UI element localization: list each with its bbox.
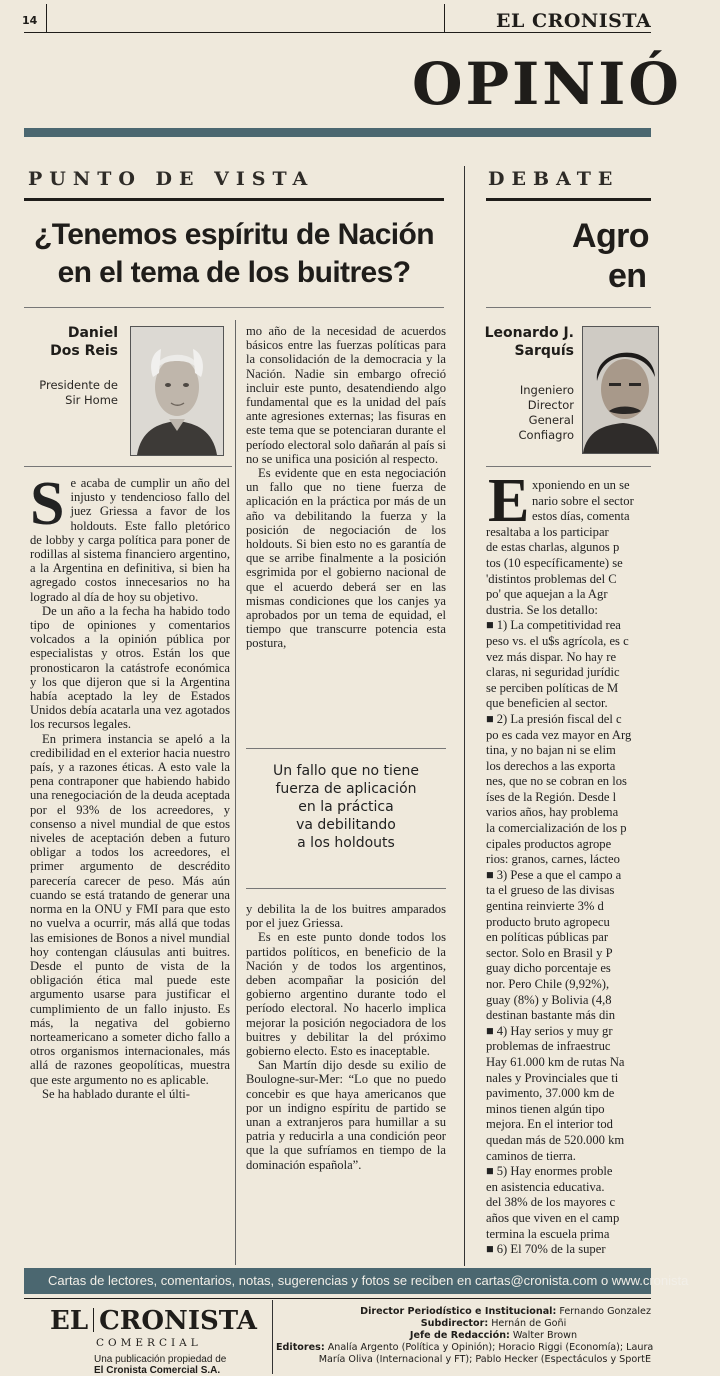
article-column-2-top [246, 324, 446, 651]
body-line: ■ 5) Hay enormes proble [486, 1164, 613, 1179]
body-line: ■ 2) La presión fiscal del c [486, 711, 622, 726]
body-line: guay (8%) y Bolivia (4,8 [486, 992, 612, 1007]
body-line: ta el grueso de las divisas [486, 883, 615, 898]
body-line: en asistencia educativa. [486, 1179, 605, 1194]
body-line: íses de la Región. Desde l [486, 789, 617, 804]
cronista-logo-subtitle: COMERCIAL [96, 1337, 202, 1349]
body-line: que beneficien al sector. [486, 696, 608, 711]
staff-line: María Oliva (Internacional y FT); Pablo Hecker (Espectáculos y SportE [318, 1354, 651, 1365]
body-line: resaltaba a los participar [486, 524, 609, 539]
body-line: minos tienen algún tipo [486, 1101, 605, 1116]
body-line: la comercialización de los p [486, 821, 627, 836]
article-column-2-bottom [246, 902, 446, 1172]
body-paragraph: mo año de la necesidad de acuerdos básicos entre las fuerzas políticas para la consolidación de la democracia y la Nación. Nadie sin embargo ofreció incluir este punto, desatendiendo algo fundamental que es la unidad del país ante agresiones externas; las fisuras en este tema que se potenciaran durante el período electoral solo dañarán al país si no se unifica una posición al respecto. [246, 324, 446, 466]
author-photo [130, 326, 224, 456]
body-line: guay dicho porcentaje es [486, 961, 611, 976]
body-line: del 38% de los mayores c [486, 1195, 616, 1210]
body-line: ■ 6) El 70% de la super [486, 1242, 606, 1257]
body-line: se perciben políticas de M [486, 680, 619, 695]
body-line: 'distintos problemas del C [486, 571, 617, 586]
kicker-rule [486, 198, 651, 201]
body-line: sector. Solo en Brasil y P [486, 945, 613, 960]
author-photo [582, 326, 659, 454]
body-line: problemas de infraestruc [486, 1039, 611, 1054]
body-line: po' que aquejan a la Agr [486, 587, 608, 602]
headline-line: en el tema de los buitres? [57, 256, 411, 289]
body-line: dustria. Se los detallo: [486, 602, 598, 617]
body-line: rios: granos, carnes, lácteo [486, 852, 620, 867]
staff-box [276, 1306, 654, 1366]
body-line: varios años, hay problema [486, 805, 619, 820]
body-paragraph: y debilita la de los buitres amparados por el juez Griessa. [246, 902, 446, 931]
body-line: quedan más de 520.000 km [486, 1132, 625, 1147]
byline-rule [24, 466, 232, 467]
column-divider [235, 320, 236, 1265]
body-line: claras, ni seguridad jurídic [486, 665, 620, 680]
owner-note: Una publicación propiedad de El Cronista Comercial S.A. [94, 1354, 227, 1376]
body-line: tos (10 específicamente) se [486, 555, 623, 570]
body-line: tina, y no bajan ni se elim [486, 743, 616, 758]
body-line: ■ 3) Pese a que el campo a [486, 867, 622, 882]
body-line: los derechos a las exporta [486, 758, 616, 773]
drop-cap: S [30, 470, 65, 538]
body-paragraph: Se acaba de cumplir un año del injusto y tendencioso fallo del juez Griessa a favor de los holdouts. Este fallo pletórico de lobby y carga política para poner de rodillas al sistema financiero argentino, a la Argentina en definitiva, si bien ha agregado costos innecesarios no ha logrado al día de hoy su objetivo. [30, 470, 230, 604]
body-line: nes, que no se cobran en los [486, 774, 627, 789]
body-line: xponiendo en un se [532, 478, 630, 492]
body-line: gentina reinvierte 3% d [486, 899, 604, 914]
pullquote-rule [246, 888, 446, 889]
headline-right: Agro en [572, 217, 649, 295]
body-line: peso vs. el u$s agrícola, es c [486, 633, 629, 648]
body-line: pavimento, 37.000 km de [486, 1086, 615, 1101]
page-column-divider [464, 166, 465, 1266]
header-divider [444, 4, 445, 32]
author-role: Presidente de Sir Home [39, 378, 118, 407]
staff-line: Subdirector: Hernán de Goñi [420, 1318, 567, 1329]
body-paragraph: Es evidente que en esta negociación un fallo que no tiene fuerza de aplicación en la práctica por más de un año va debilitando la fuerza y la posición de negociación de los holdouts. Si bien esto no es garantía de que se arribe finalmente a la posición esgrimida por el gobierno nacional de que el acuerdo deberá ser en las mismas condiciones que los canjes ya aprobados por un tema de equidad, el tiempo que transcurre potencia esta postura, [246, 466, 446, 651]
staff-line: Jefe de Redacción: Walter Brown [409, 1330, 578, 1341]
footer-divider [272, 1300, 273, 1374]
header-rule [24, 32, 651, 33]
headline [24, 216, 444, 292]
body-line: caminos de tierra. [486, 1148, 576, 1163]
contact-line: Cartas de lectores, comentarios, notas, sugerencias y fotos se reciben en cartas@cronista.com o www.cronista [48, 1273, 689, 1288]
body-line: cipales productos agrope [486, 836, 612, 851]
section-band [24, 128, 651, 137]
body-line: Hay 61.000 km de rutas Na [486, 1054, 625, 1069]
body-line: producto bruto agropecu [486, 914, 610, 929]
headline-line: ¿Tenemos espíritu de Nación [34, 218, 434, 251]
article-column-1 [30, 470, 230, 1101]
body-paragraph: En primera instancia se apeló a la credibilidad en el exterior hacia nuestro país, y a razones éticas. A esto vale la pena contraponer que habiendo habido una renegociación de la deuda aceptada por el 93% de los acreedores, y consenso a nivel mundial de que estos niveles de aceptación deben a futuro obligar a todos los acreedores, el primer argumento de descrédito parecería carecer de peso. Más aún cuando se está tratando de generar una norma en la ONU y FMI para que esto no vuelva a ocurrir, más allá que todas las emisiones de Bonos a nivel mundial hoy contengan cláusulas anti buitres. Desde el punto de vista de la obligación ética mal puede este argumento usarse para justificar el cumplimiento de un fallo injusto. Es más, la negativa del gobierno norteamericano a someter dicho fallo a otros organismos internacionales, más allá de razones geopolíticas, muestra que este argumento no es aplicable. [30, 731, 230, 1087]
body-line: mejora. En el interior tod [486, 1117, 613, 1132]
body-line: po es cada vez mayor en Arg [486, 727, 632, 742]
body-paragraph: San Martín dijo desde su exilio de Boulogne-sur-Mer: “Lo que no puedo concebir es que haya americanos que por un indigno espíritu de partido se unan a extranjeros para humillar a su patria y reducirla a una condición peor que la que sufríamos en tiempo de la dominación española”. [246, 1058, 446, 1172]
page-number: 14 [22, 14, 38, 27]
kicker-punto-de-vista: PUNTO DE VISTA [28, 168, 315, 190]
kicker-debate: DEBATE [488, 168, 620, 190]
body-line: estos días, comenta [532, 509, 630, 524]
drop-cap: E [488, 467, 530, 535]
body-line: de estas charlas, algunos p [486, 540, 620, 555]
article-column-right [486, 467, 651, 1258]
kicker-rule [24, 198, 444, 201]
author-name: Leonardo J. Sarquís [484, 325, 574, 359]
cronista-logo: EL CRONISTA [50, 1306, 257, 1336]
body-line: en políticas públicas par [486, 930, 609, 945]
body-line: termina la escuela prima [486, 1226, 610, 1241]
body-line: años que viven en el camp [486, 1210, 620, 1225]
author-name: Daniel Dos Reis [50, 325, 118, 359]
pull-quote: Un fallo que no tiene fuerza de aplicación en la práctica va debilitando a los holdouts [272, 763, 420, 851]
section-title: OPINIÓ [412, 50, 682, 118]
body-paragraph: Se ha hablado durante el últi- [42, 1086, 190, 1101]
body-line: ■ 1) La competitividad rea [486, 618, 621, 633]
author-role: Ingeniero Director General Confiagro [518, 383, 574, 442]
headline-rule [486, 307, 651, 308]
header-divider [46, 4, 47, 32]
body-line: nor. Pero Chile (9,92%), [486, 977, 610, 991]
body-paragraph: Es en este punto donde todos los partidos políticos, en beneficio de la Nación y de todos los argentinos, deben acompañar la posición del gobierno argentino durante todo el período electoral. No hacerlo implica mejorar la posición negociadora de los buitres y debilitar la del próximo gobierno electo. Esto es inaceptable. [246, 930, 446, 1059]
pullquote-rule [246, 748, 446, 749]
staff-line: Editores: Analía Argento (Política y Opinión); Horacio Riggi (Economía); Laura [276, 1342, 654, 1353]
body-line: nario sobre el sector [532, 493, 634, 508]
staff-line: Director Periodístico e Institucional: Fernando Gonzalez [360, 1306, 651, 1317]
body-line: nales y Provinciales que ti [486, 1070, 619, 1085]
masthead: EL CRONISTA [496, 10, 652, 32]
footer-rule [24, 1298, 651, 1299]
headline-rule [24, 307, 444, 308]
body-line: ■ 4) Hay serios y muy gr [486, 1023, 613, 1038]
body-lines [486, 467, 651, 1258]
body-line: destinan bastante más din [486, 1008, 616, 1023]
body-paragraph: De un año a la fecha ha habido todo tipo de opiniones y comentarios volcados a la opinión pública por especialistas y otros. Están los que pronosticaron la catástrofe económica y los que dijeron que si la Argentina había aceptado la ley de Estados Unidos debía acatarla una vez agotados los recursos legales. [30, 603, 230, 732]
body-line: vez más dispar. No hay re [486, 649, 617, 664]
